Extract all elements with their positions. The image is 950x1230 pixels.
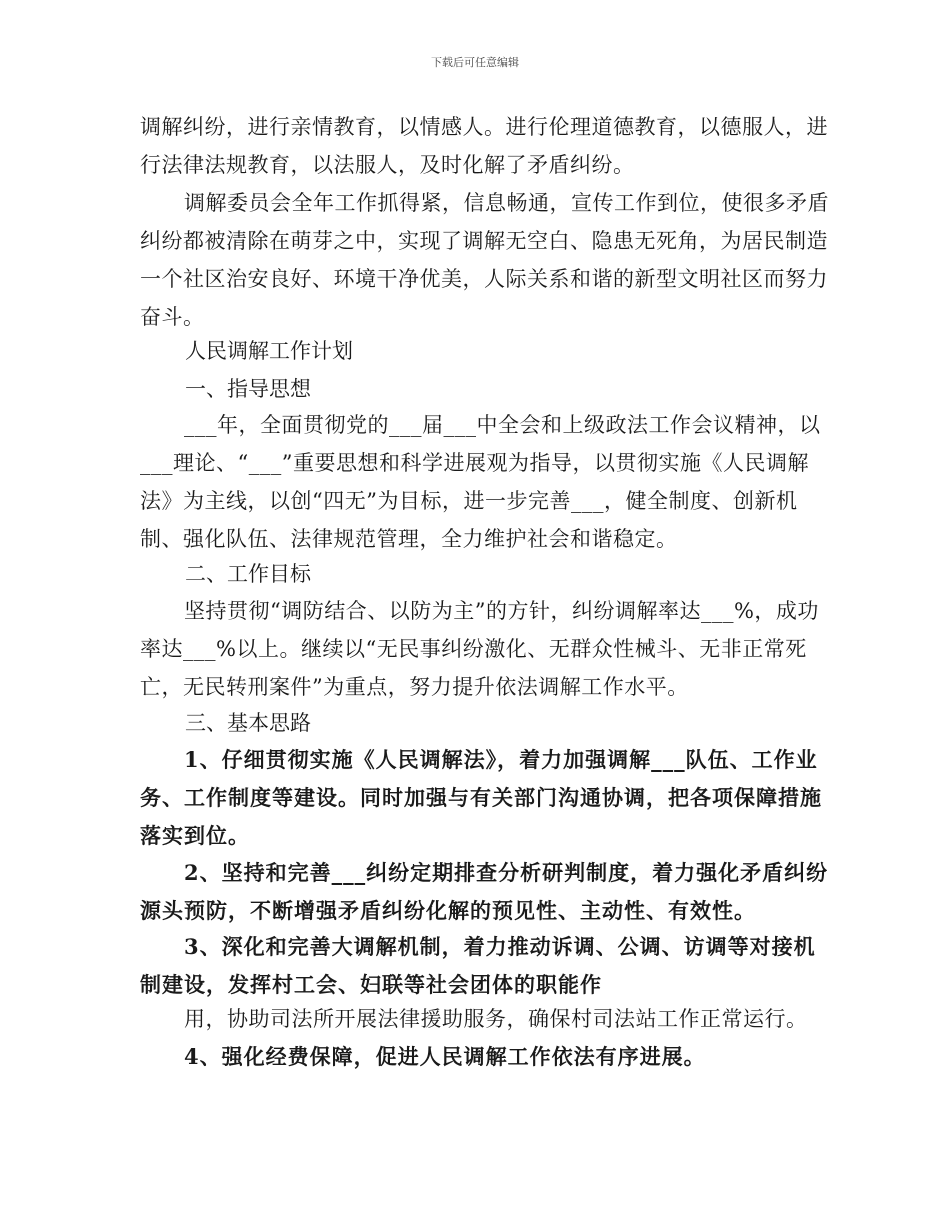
document-title: 人民调解工作计划	[185, 339, 353, 363]
page-header: 下载后可任意编辑	[431, 56, 519, 69]
paragraph-3: ___年，全面贯彻党的___届___中全会和上级政法工作会议精神，以___理论、“___”重要思想和科学进展观为指导，以贯彻实施《人民调解法》为主线，以创“四无”为目标，进一步完善___，健全制度、创新机制、强化队伍、法律规范管理，全力维护社会和谐稳定。	[140, 413, 821, 551]
bold-item-1: 1、仔细贯彻实施《人民调解法》，着力加强调解___队伍、工作业务、工作制度等建设。同时加强与有关部门沟通协调，把各项保障措施落实到位。	[140, 747, 822, 848]
section-heading-2: 二、工作目标	[185, 562, 311, 586]
paragraph-2: 调解委员会全年工作抓得紧，信息畅通，宣传工作到位，使很多矛盾纠纷都被清除在萌芽之中，实现了调解无空白、隐患无死角，为居民制造一个社区治安良好、环境干净优美，人际关系和谐的新型文明社区而努力奋斗。	[140, 191, 829, 329]
bold-item-3: 3、深化和完善大调解机制，着力推动诉调、公调、访调等对接机制建设，发挥村工会、妇联等社会团体的职能作	[140, 934, 816, 997]
bold-item-2: 2、坚持和完善___纠纷定期排查分析研判制度，着力强化矛盾纠纷源头预防，不断增强矛盾纠纷化解的预见性、主动性、有效性。	[140, 860, 829, 923]
paragraph-5: 用，协助司法所开展法律援助服务，确保村司法站工作正常运行。	[184, 1007, 808, 1031]
paragraph-4: 坚持贯彻“调防结合、以防为主”的方针，纠纷调解率达___%，成功率达___%以上。继续以“无民事纠纷激化、无群众性械斗、无非正常死亡，无民转刑案件”为重点，努力提升依法调解工作水平。	[140, 599, 819, 699]
bold-item-4: 4、强化经费保障，促进人民调解工作依法有序进展。	[184, 1044, 706, 1069]
paragraph-1: 调解纠纷，进行亲情教育，以情感人。进行伦理道德教育，以德服人，进行法律法规教育，以法服人，及时化解了矛盾纠纷。	[140, 115, 828, 177]
section-heading-3: 三、基本思路	[185, 711, 311, 735]
section-heading-1: 一、指导思想	[185, 377, 311, 401]
